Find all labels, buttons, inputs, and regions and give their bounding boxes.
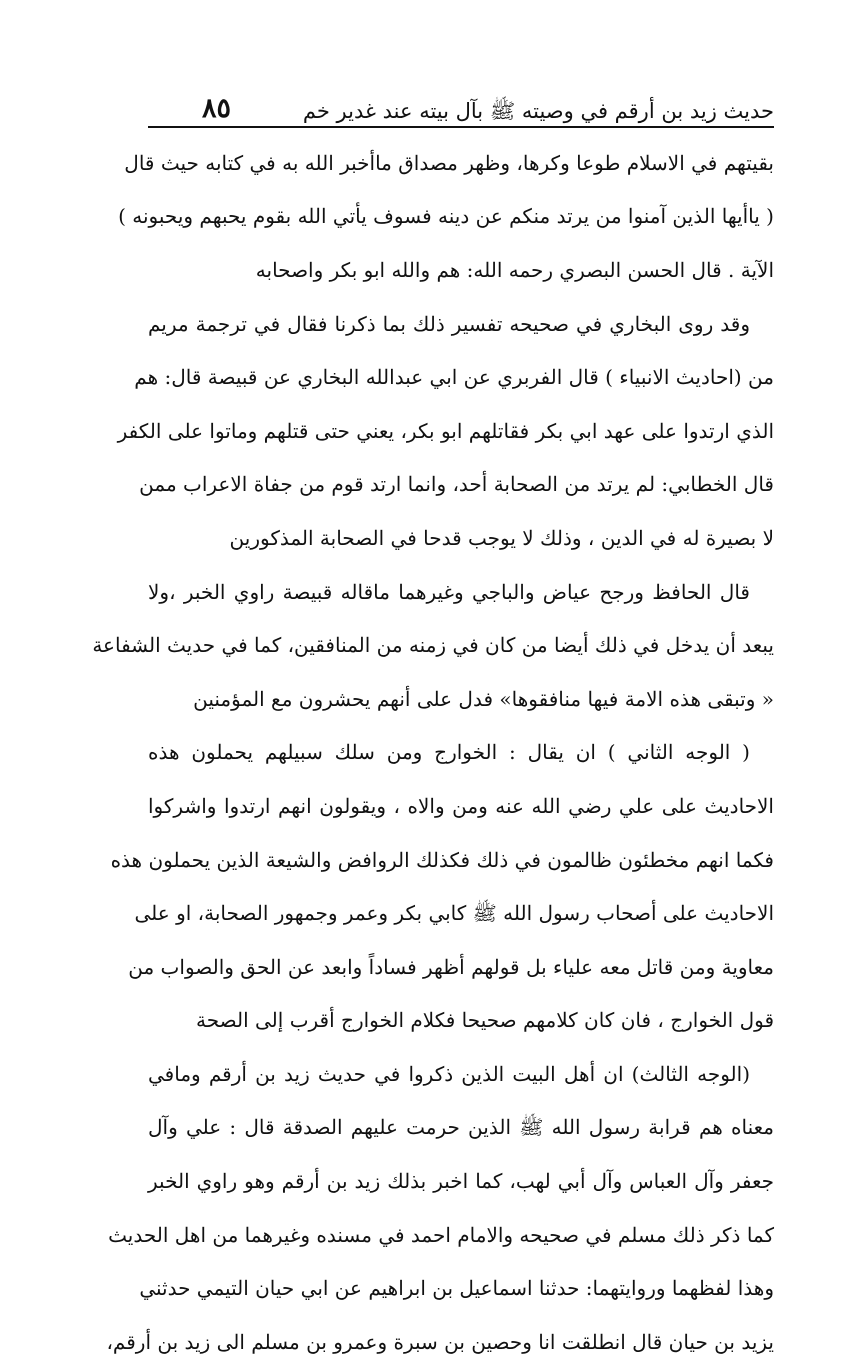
text-line: قال الحافظ ورجح عياض والباجي وغيرهما ماقاله قبيصة راوي الخبر ،ولا [148, 579, 750, 604]
text-line: يزيد بن حيان قال انطلقت انا وحصين بن سبرة وعمرو بن مسلم الى زيد بن أرقم، [106, 1329, 774, 1354]
text-line: بقيتهم في الاسلام طوعا وكرها، وظهر مصداق ماأخبر الله به في كتابه حيث قال [124, 150, 774, 175]
page-header [148, 78, 774, 128]
text-line: قال الخطابي: لم يرتد من الصحابة أحد، وانما ارتد قوم من جفاة الاعراب ممن [139, 472, 774, 497]
text-line: الآية . قال الحسن البصري رحمه الله: هم والله ابو بكر واصحابه [255, 257, 774, 282]
text-line: معناه هم قرابة رسول الله ﷺ الذين حرمت عليهم الصدقة قال : علي وآل [148, 1115, 774, 1140]
running-title: حديث زيد بن أرقم في وصيته ﷺ بآل بيته عند غدير خم [302, 99, 774, 123]
page-number: ٨٥ [202, 93, 232, 124]
text-line: جعفر وآل العباس وآل أبي لهب، كما اخبر بذلك زيد بن أرقم وهو راوي الخبر [148, 1169, 774, 1194]
text-line: من (احاديث الانبياء ) قال الفربري عن ابي عبدالله البخاري عن قبيصة قال: هم [134, 365, 774, 390]
text-line: وقد روى البخاري في صحيحه تفسير ذلك بما ذكرنا فقال في ترجمة مريم [148, 311, 750, 336]
text-line: كما ذكر ذلك مسلم في صحيحه والامام احمد في مسنده وغيرهما من اهل الحديث [108, 1222, 774, 1247]
text-line: (الوجه الثالث) ان أهل البيت الذين ذكروا في حديث زيد بن أرقم ومافي [148, 1061, 750, 1086]
text-line: يبعد أن يدخل في ذلك أيضا من كان في زمنه من المنافقين، كما في حديث الشفاعة [92, 633, 774, 658]
text-line: فكما انهم مخطئون ظالمون في ذلك فكذلك الروافض والشيعة الذين يحملون هذه [110, 847, 774, 872]
body-text [92, 136, 774, 1369]
text-line: لا بصيرة له في الدين ، وذلك لا يوجب قدحا في الصحابة المذكورين [229, 525, 774, 550]
text-line: وهذا لفظهما وروايتهما: حدثنا اسماعيل بن ابراهيم عن ابي حيان التيمي حدثني [139, 1276, 774, 1301]
text-line: الاحاديث على علي رضي الله عنه ومن والاه ، ويقولون انهم ارتدوا واشركوا [148, 793, 774, 818]
book-page [92, 78, 774, 1354]
text-line: الذي ارتدوا على عهد ابي بكر فقاتلهم ابو بكر، يعني حتى قتلهم وماتوا على الكفر [117, 418, 774, 443]
text-line: الاحاديث على أصحاب رسول الله ﷺ كابي بكر وعمر وجمهور الصحابة، او على [134, 901, 774, 926]
text-line: ( ياأيها الذين آمنوا من يرتد منكم عن دينه فسوف يأتي الله بقوم يحبهم ويحبونه ) [118, 204, 774, 229]
text-line: قول الخوارج ، فان كان كلامهم صحيحا فكلام الخوارج أقرب إلى الصحة [196, 1008, 774, 1033]
text-line: ( الوجه الثاني ) ان يقال : الخوارج ومن سلك سبيلهم يحملون هذه [148, 740, 750, 765]
text-line: معاوية ومن قاتل معه علياء بل قولهم أظهر فساداً وابعد عن الحق والصواب من [128, 954, 774, 979]
text-line: « وتبقى هذه الامة فيها منافقوها» فدل على أنهم يحشرون مع المؤمنين [193, 686, 774, 711]
